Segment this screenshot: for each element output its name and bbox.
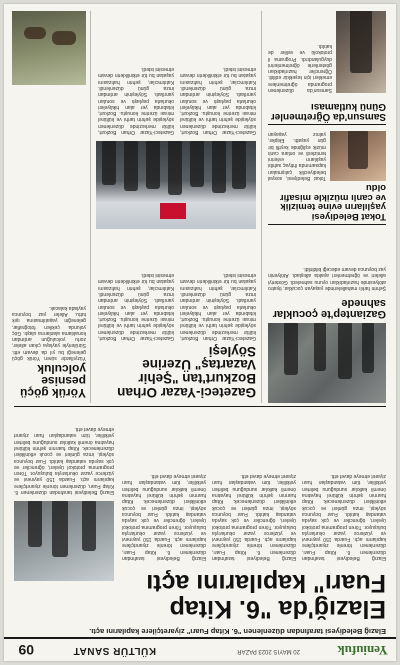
- book-fair-kicker: Elazığ Belediyesi tarafından düzenlenen "6. Kitap Fuarı" ziyaretçilere kapılarını açtı.: [89, 627, 386, 636]
- vazartas-body-col-3: Gazeteci-Yazar Orhan Bozkurt, kültür merkezinde düzenlenen söyleşide şehrin tarihi ve kültürel mirası üzerine konuştu. Bozkurt, kitabında yer alan hikâyeleri okurlarla paylaştı ve soruları yanıtladı. Söyleşinin ardından imza günü düzenlendi. Katılımcılar, şehrin hafızasını yaşatan bu tür etkinliklerin devam etmesini istedi.: [180, 66, 256, 135]
- vazartas-body-col-2: Gazeteci-Yazar Orhan Bozkurt, kültür merkezinde düzenlenen söyleşide şehrin tarihi ve kültürel mirası üzerine konuştu. Bozkurt, kitabında yer alan hikâyeleri okurlarla paylaştı ve soruları yanıtladı. Söyleşinin ardından imza günü düzenlendi. Katılımcılar, şehrin hafızasını yaşatan bu tür etkinliklerin devam etmesini istedi.: [98, 272, 174, 341]
- book-fair-body-col-2: Elazığ Belediyesi tarafından düzenlenen 6. Kitap Fuarı, düzenlenen törenle ziyaretçilere kapılarını açtı. Fuarda 150 yayınevi ve yüzlerce yazar okurlarıyla buluşuyor. Tören programına protokol üyeleri, öğrenciler ve çok sayıda vatandaş katıldı. Fuar boyunca söyleşi, imza günleri ve çocuk etkinlikleri düzenlenecek. Kitap fuarının şehrin kültürel hayatına önemli katkılar sunduğunu belirten yetkililer, tüm vatandaşları fuarı ziyaret etmeye davet etti.: [212, 473, 296, 561]
- signing-photo: [14, 501, 114, 581]
- vazartas-body-col-4: Gazeteci-Yazar Orhan Bozkurt, kültür merkezinde düzenlenen söyleşide şehrin tarihi ve kültürel mirası üzerine konuştu. Bozkurt, kitabında yer alan hikâyeleri okurlarla paylaştı ve soruları yanıtladı. Söyleşinin ardından imza günü düzenlendi. Katılımcılar, şehrin hafızasını yaşatan bu tür etkinliklerin devam etmesini istedi.: [98, 66, 174, 135]
- book-fair-photo: [268, 323, 386, 403]
- left-divider: [268, 224, 386, 225]
- left-divider-2: [268, 124, 386, 125]
- section-divider: [14, 406, 386, 407]
- teacher-headline: Samsun'da Öğretmenler Günü kutlaması: [270, 100, 386, 122]
- newspaper-page: [4, 4, 396, 661]
- column-rule-right: [90, 11, 91, 403]
- elderly-body: Tokat Belediyesi, sosyal belediyecilik çalışmaları kapsamında ihtiyaç sahibi yaşlıların evlerini temizledi ve onlara canlı müzik eşliğinde keyifli bir gün yaşattı. Ekipler, yalnız yaşayan: [268, 131, 326, 181]
- page-date: 20 MAYIS 2023 PAZAR: [237, 648, 300, 654]
- masthead-logo: Yeniufuk: [337, 643, 388, 658]
- column-rule: [261, 11, 262, 403]
- page-number: 09: [18, 642, 34, 658]
- book-fair-body-col-1: Elazığ Belediyesi tarafından düzenlenen 6. Kitap Fuarı, düzenlenen törenle ziyaretçilere kapılarını açtı. Fuarda 150 yayınevi ve yüzlerce yazar okurlarıyla buluşuyor. Tören programına protokol üyeleri, öğrenciler ve çok sayıda vatandaş katıldı. Fuar boyunca söyleşi, imza günleri ve çocuk etkinlikleri düzenlenecek. Kitap fuarının şehrin kültürel hayatına önemli katkılar sunduğunu belirten yetkililer, tüm vatandaşları fuarı ziyaret etmeye davet etti.: [302, 473, 386, 561]
- book-fair-body-col-4: Elazığ Belediyesi tarafından düzenlenen 6. Kitap Fuarı, düzenlenen törenle ziyaretçilere kapılarını açtı. Fuarda 150 yayınevi ve yüzlerce yazar okurlarıyla buluşuyor. Tören programına protokol üyeleri, öğrenciler ve çok sayıda vatandaş katıldı. Fuar boyunca söyleşi, imza günleri ve çocuk etkinlikleri düzenlenecek. Kitap fuarının şehrin kültürel hayatına önemli katkılar sunduğunu belirten yetkililer, tüm vatandaşları fuarı ziyaret etmeye davet etti.: [14, 426, 114, 495]
- gaziantep-body: Şehrin farklı mahallelerinde yaşayan çocuklar, tiyatro atölyesinde hazırladıkları oyunu sahneledi. Gösteriyi aileleri ve öğretmenleri ayakta alkışladı. Atölyenin yaz boyunca devam edeceği bildirildi.: [268, 266, 386, 291]
- book-fair-body-col-3: Elazığ Belediyesi tarafından düzenlenen 6. Kitap Fuarı, düzenlenen törenle ziyaretçilere kapılarını açtı. Fuarda 150 yayınevi ve yüzlerce yazar okurlarıyla buluşuyor. Tören programına protokol üyeleri, öğrenciler ve çok sayıda vatandaş katıldı. Fuar boyunca söyleşi, imza günleri ve çocuk etkinlikleri düzenlenecek. Kitap fuarının şehrin kültürel hayatına önemli katkılar sunduğunu belirten yetkililer, tüm vatandaşları fuarı ziyaret etmeye davet etti.: [122, 473, 206, 561]
- yoruk-body: Yüzyıllardır süren Yörük göçü geleneği bu yıl da devam etti. Sürüleriyle yaylaya çıkan aileler, zorlu yolculuğun ardından konaklama alanlarına ulaştı. Göç yolunda çekilen fotoğraflar, geleneğin yaşatılmasına ışık tuttu. Aileler yaz boyunca yaylada kalacak.: [12, 304, 86, 361]
- vazartas-headline: Gazeteci-Yazar Orhan Bozkurt'tan "Şehir Vazartaş" Üzerine Söyleşi: [117, 343, 256, 400]
- vazartas-photo: [96, 141, 256, 229]
- yoruk-headline: Yörük göçü pesnise yolculuk: [19, 361, 86, 400]
- elderly-photo: [330, 131, 386, 181]
- section-title: KÜLTÜR SANAT: [73, 645, 156, 656]
- elderly-headline: Tokat Belediyesi yaşlıların evine temizlik ve canlı müzikle misafir oldu: [279, 181, 386, 222]
- book-fair-headline: Elazığ'da "6. Kitap Fuarı" kapılarını açtı: [146, 569, 386, 623]
- gaziantep-headline: Gaziantep'te çocuklar sahnede: [272, 296, 386, 320]
- vazartas-body-col-1: Gazeteci-Yazar Orhan Bozkurt, kültür merkezinde düzenlenen söyleşide şehrin tarihi ve kültürel mirası üzerine konuştu. Bozkurt, kitabında yer alan hikâyeleri okurlarla paylaştı ve soruları yanıtladı. Söyleşinin ardından imza günü düzenlendi. Katılımcılar, şehrin hafızasını yaşatan bu tür etkinliklerin devam etmesini istedi.: [180, 272, 256, 341]
- teacher-body: Samsun'da düzenlenen programda öğretmenlere emekleri için teşekkür edildi. Öğrenciler hazırladıkları gösterilerle öğretmenlerini duygulandırdı. Programa il protokolü ve veliler de katıldı.: [268, 42, 332, 93]
- yoruk-photo: [12, 11, 86, 85]
- teacher-photo: [336, 11, 386, 93]
